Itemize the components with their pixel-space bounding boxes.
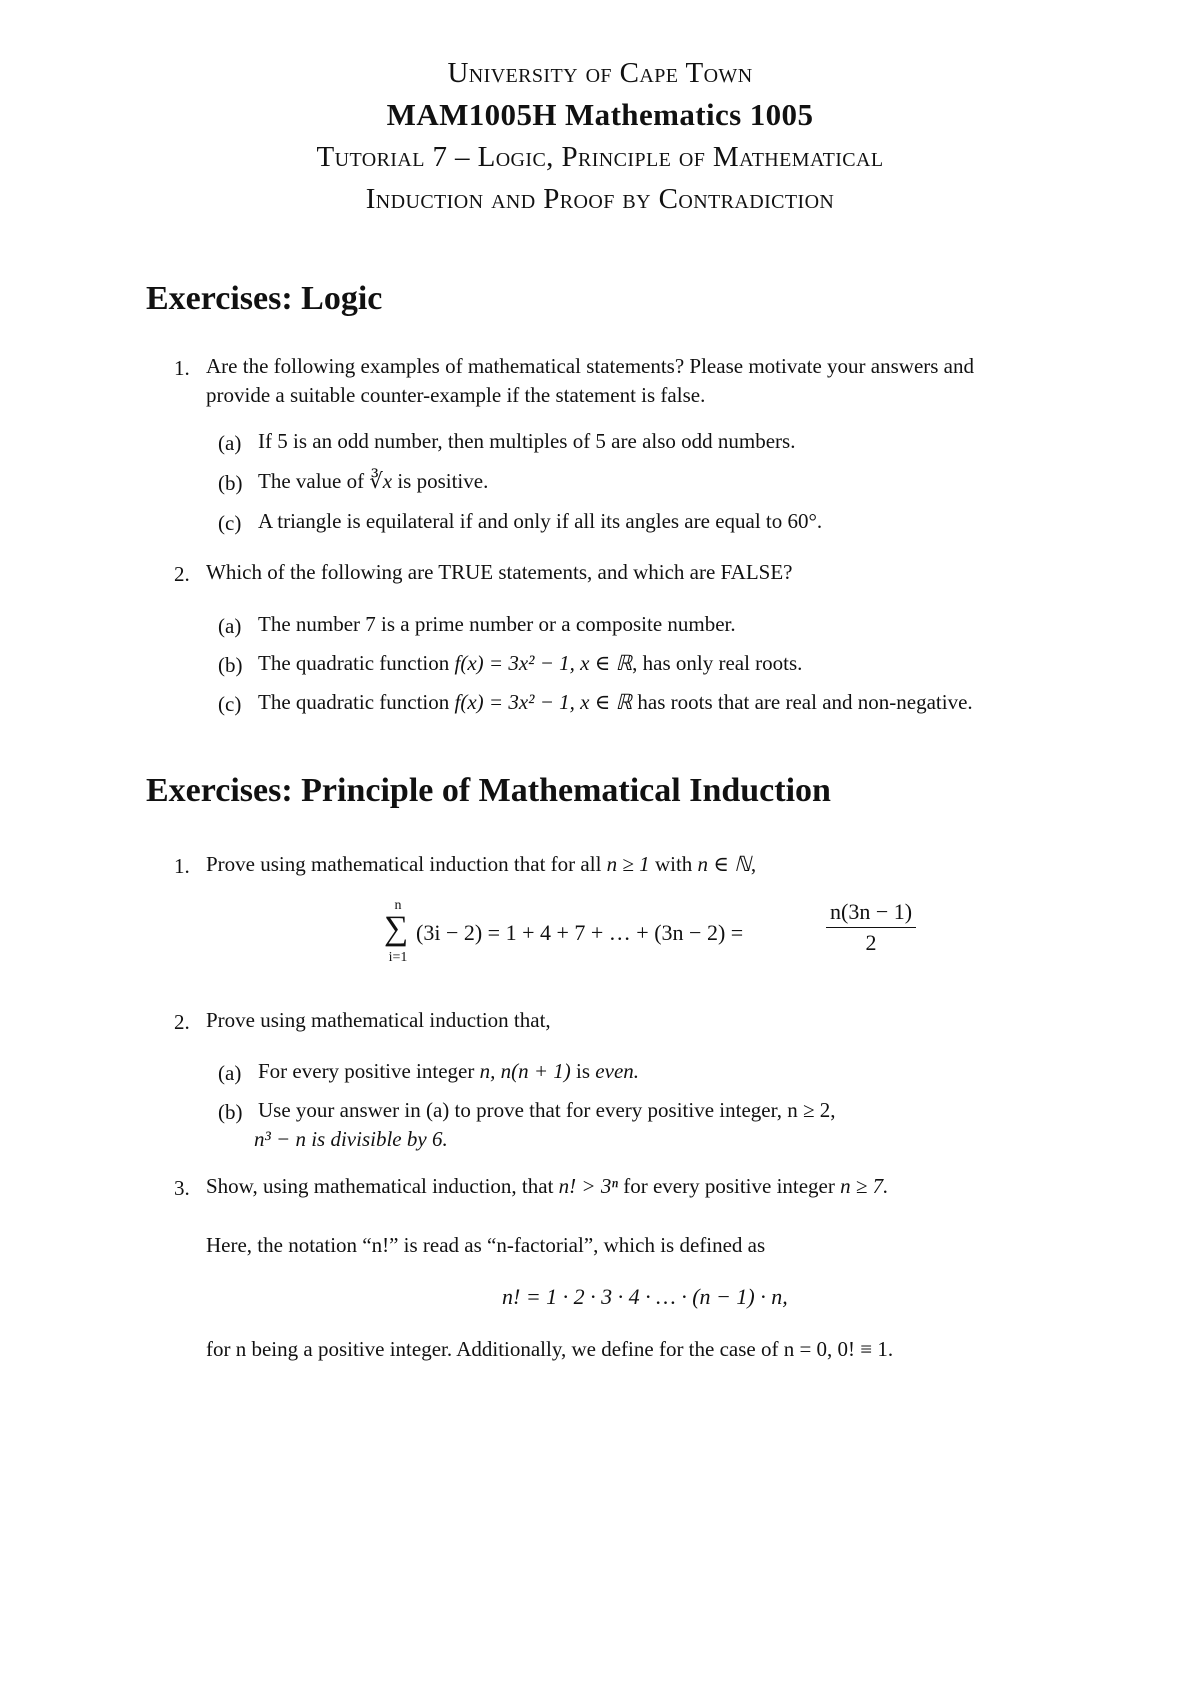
question-text-line: Which of the following are TRUE statements, and which are FALSE? — [206, 560, 793, 584]
question-number: 2. — [174, 562, 190, 586]
sub-question-text: Use your answer in (a) to prove that for every positive integer, n ≥ 2, — [258, 1098, 836, 1122]
sub-question-text: The quadratic function f(x) = 3x² − 1, x ∈ ℝ has roots that are real and non-negative. — [258, 690, 973, 714]
factorial-definition: n! = 1 · 2 · 3 · 4 · … · (n − 1) · n, — [502, 1284, 788, 1309]
tutorial-title-line2: Induction and Proof by Contradiction — [365, 183, 835, 215]
question-number: 3. — [174, 1176, 190, 1200]
sub-question-text: A triangle is equilateral if and only if all its angles are equal to 60°. — [258, 509, 823, 533]
sum-lower-limit: i=1 — [388, 950, 408, 965]
notation-note: Here, the notation “n!” is read as “n-factorial”, which is defined as — [206, 1233, 766, 1257]
fraction-denominator: 2 — [865, 930, 877, 955]
tutorial-title-line1: Tutorial 7 – Logic, Principle of Mathematical — [316, 141, 884, 173]
sub-question-label: (b) — [218, 1100, 243, 1124]
sub-question-label: (b) — [218, 653, 243, 677]
sub-question-text: The value of ∛x is positive. — [258, 469, 489, 493]
sub-question-text: The number 7 is a prime number or a composite number. — [258, 612, 736, 636]
fraction-numerator: n(3n − 1) — [826, 899, 916, 928]
question-text-line: provide a suitable counter-example if the statement is false. — [206, 383, 706, 407]
question-number: 1. — [174, 854, 190, 878]
question-number: 1. — [174, 356, 190, 380]
sub-question-text: For every positive integer n, n(n + 1) is even. — [258, 1059, 640, 1083]
sub-question-label: (c) — [218, 692, 242, 716]
sub-question-text: n³ − n is divisible by 6. — [254, 1127, 448, 1151]
course-title: MAM1005H Mathematics 1005 — [386, 97, 814, 132]
sub-question-label: (a) — [218, 1061, 242, 1085]
factorial-zero-note: for n being a positive integer. Additionally, we define for the case of n = 0, 0! ≡ 1. — [206, 1337, 894, 1361]
sub-question-label: (b) — [218, 471, 243, 495]
university-name: University of Cape Town — [447, 57, 753, 89]
sum-fraction — [822, 899, 916, 956]
sub-question-label: (a) — [218, 614, 242, 638]
question-text-line: Prove using mathematical induction that for all n ≥ 1 with n ∈ ℕ, — [206, 852, 757, 876]
question-text-line: Are the following examples of mathematical statements? Please motivate your answers and — [206, 354, 975, 378]
sub-question-text: If 5 is an odd number, then multiples of 5 are also odd numbers. — [258, 429, 796, 453]
question-number: 2. — [174, 1010, 190, 1034]
question-text-line: Show, using mathematical induction, that n! > 3ⁿ for every positive integer n ≥ 7. — [206, 1174, 889, 1198]
section-title-induction: Exercises: Principle of Mathematical Induction — [146, 772, 831, 809]
section-title-logic: Exercises: Logic — [146, 280, 383, 317]
sigma-symbol: ∑ — [384, 910, 409, 947]
sum-upper-limit: n — [394, 898, 402, 913]
question-text-line: Prove using mathematical induction that, — [206, 1008, 551, 1032]
sub-question-text: The quadratic function f(x) = 3x² − 1, x ∈ ℝ, has only real roots. — [258, 651, 803, 675]
sum-equation: (3i − 2) = 1 + 4 + 7 + … + (3n − 2) = — [416, 920, 744, 945]
sub-question-label: (a) — [218, 431, 242, 455]
sub-question-label: (c) — [218, 511, 242, 535]
